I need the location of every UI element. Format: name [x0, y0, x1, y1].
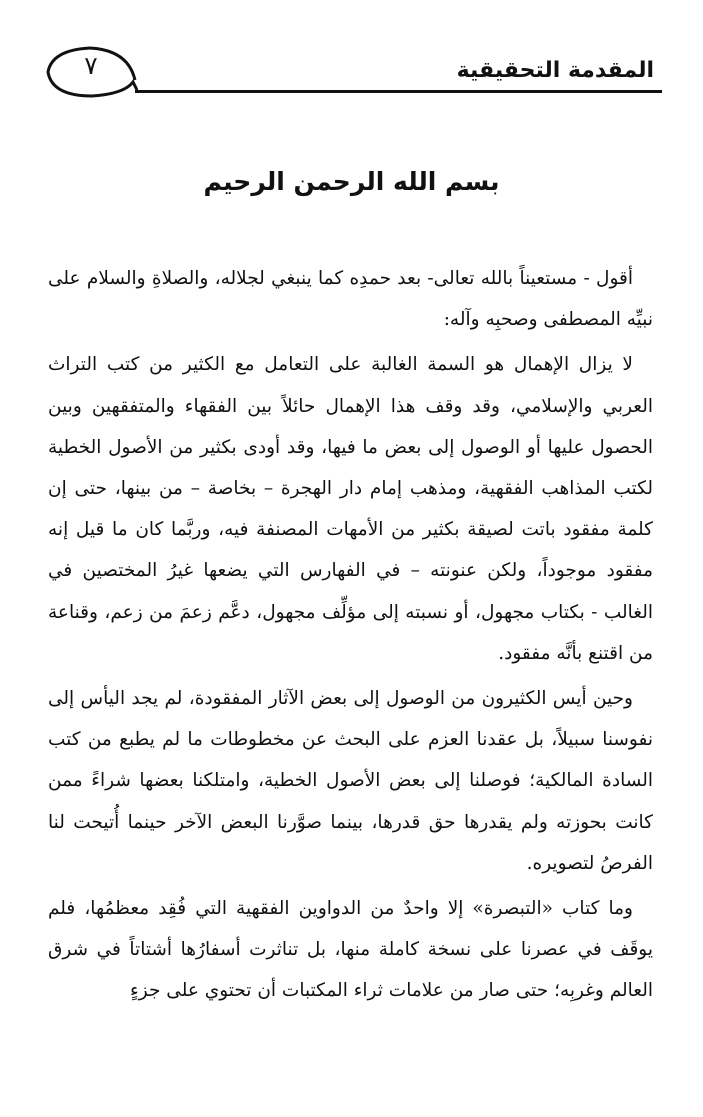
- header-rule: [135, 90, 662, 93]
- basmala-heading: بسم الله الرحمن الرحيم: [203, 167, 500, 196]
- paragraph: أقول - مستعيناً بالله تعالى- بعد حمدِه كما ينبغي لجلاله، والصلاةِ والسلام على نبيِّه المصطفى وصحبِه وآله:: [48, 268, 653, 331]
- page-number: ٧: [84, 51, 98, 80]
- paragraph: لا يزال الإهمال هو السمة الغالبة على التعامل مع الكثير من كتب التراث العربي والإسلامي، وقد وقف هذا الإهمال حائلاً بين الفقهاء والمتفقهين وبين الحصول عليها أو الوصول إلى بعض ما فيها، وقد أودى بكثير من الأصول الخطية لكتب المذاهب الفقهية، ومذهب إمام دار الهجرة – بخاصة – من بينها، حتى إن كلمة مفقود باتت لصيقة بكثير من الأمهات المصنفة فيه، وربَّما كان ما قيل إنه مفقود موجوداً، ولكن عنونته – في الفهارس التي يضعها غيرُ المختصين في الغالب - بكتاب مجهول، أو نسبته إلى مؤلِّف مجهول، دعَّم زعمَ من زعم، وقناعة من اقتنع بأنَّه مفقود.: [48, 354, 653, 664]
- running-header: [40, 40, 662, 95]
- paragraph: وحين أيس الكثيرون من الوصول إلى بعض الآثار المفقودة، لم يجد اليأس إلى نفوسنا سبيلاً، بل عقدنا العزم على البحث عن مخطوطات ما لم يطبع من كتب السادة المالكية؛ فوصلنا إلى بعض الأصول الخطية، وامتلكنا بعضها شراءً ممن كانت بحوزته ولم يقدرها حق قدرها، بينما صوَّرنا البعض الآخر حينما أُتيحت لنا الفرصُ لتصويره.: [48, 688, 653, 874]
- body-text: [48, 258, 653, 1016]
- header-title: المقدمة التحقيقية: [456, 58, 654, 83]
- paragraph: وما كتاب «التبصرة» إلا واحدٌ من الدواوين الفقهية التي فُقِد معظمُها، فلم يوقَف في عصرنا على نسخة كاملة منها، بل تناثرت أسفارُها أشتاتاً في شرق العالم وغربِه؛ حتى صار من علامات ثراء المكتبات أن تحتوي على جزءٍ: [48, 898, 653, 1002]
